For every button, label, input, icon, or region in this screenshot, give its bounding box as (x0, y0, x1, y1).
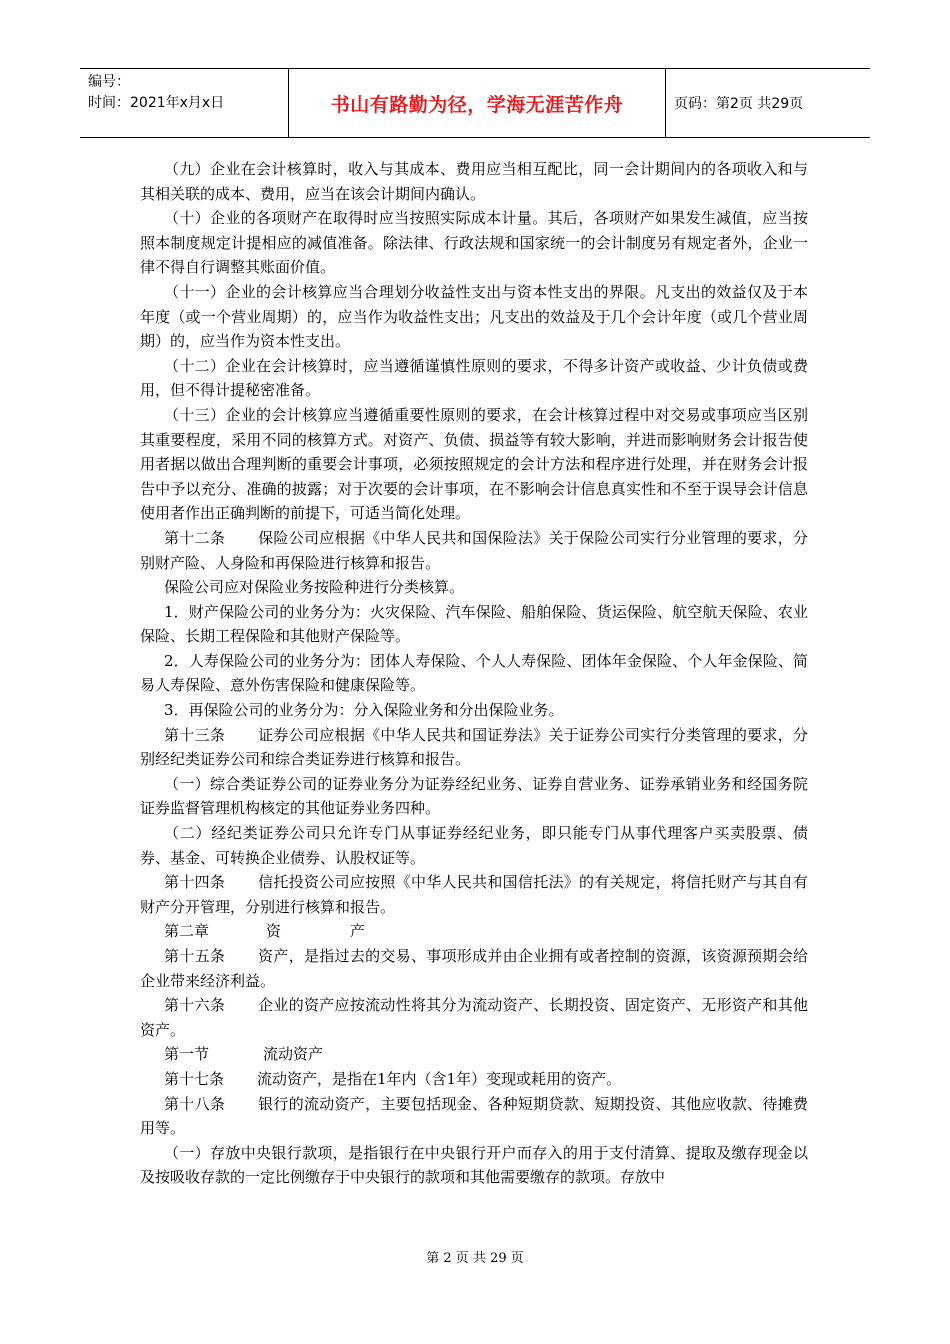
article-paragraph (140, 993, 808, 1042)
article-paragraph (140, 1067, 808, 1092)
paragraph: （十一）企业的会计核算应当合理划分收益性支出与资本性支出的界限。凡支出的效益仅及于本年度（或一个营业周期）的，应当作为收益性支出；凡支出的效益及于几个会计年度（或几个营业周期）的，应当作为资本性支出。 (140, 282, 808, 351)
article-number: 第十三条 (164, 725, 226, 744)
page-header (80, 68, 870, 138)
document-date-label: 时间：2021年x月x日 (88, 95, 225, 111)
header-meta (80, 69, 289, 137)
article-paragraph (140, 870, 808, 919)
chapter-number: 第二章 (164, 922, 210, 941)
article-text: 银行的流动资产，主要包括现金、各种短期贷款、短期投资、其他应收款、待摊费用等。 (140, 1094, 808, 1138)
article-paragraph (140, 1092, 808, 1141)
article-paragraph (140, 944, 808, 993)
article-text: 流动资产，是指在1年内（含1年）变现或耗用的资产。 (257, 1069, 622, 1088)
paragraph: （十）企业的各项财产在取得时应当按照实际成本计量。其后，各项财产如果发生减值，应当按照本制度规定计提相应的减值准备。除法律、行政法规和国家统一的会计制度另有规定者外，企业一律不得自行调整其账面价值。 (140, 209, 808, 277)
paragraph: 保险公司应对保险业务按险种进行分类核算。 (164, 578, 465, 597)
chapter-heading (140, 919, 808, 944)
article-number: 第十四条 (164, 873, 226, 892)
document-body (140, 157, 808, 1190)
paragraph: 2．人寿保险公司的业务分为：团体人寿保险、个人人寿保险、团体年金保险、个人年金保险、简易人寿保险、意外伤害保险和健康保险等。 (140, 651, 808, 695)
paragraph: （一）综合类证券公司的证券业务分为证券经纪业务、证券自营业务、证券承销业务和经国务院证券监督管理机构核定的其他证券业务四种。 (140, 774, 808, 818)
paragraph: 1．财产保险公司的业务分为：火灾保险、汽车保险、船舶保险、货运保险、航空航天保险、农业保险、长期工程保险和其他财产保险等。 (140, 602, 808, 646)
paragraph: （二）经纪类证券公司只允许专门从事证券经纪业务，即只能专门从事代理客户买卖股票、债券、基金、可转换企业债券、认股权证等。 (140, 824, 808, 867)
article-paragraph (140, 723, 808, 772)
header-page-label: 页码：第2页 共29页 (674, 96, 804, 112)
document-number-label: 编号： (88, 74, 130, 90)
page-footer: 第 2 页 共 29 页 (426, 1251, 524, 1266)
section-title: 流动资产 (263, 1045, 324, 1064)
header-motto: 书山有路勤为径，学海无涯苦作舟 (289, 69, 666, 137)
article-text: 企业的资产应按流动性将其分为流动资产、长期投资、固定资产、无形资产和其他资产。 (140, 996, 808, 1039)
article-text: 资产，是指过去的交易、事项形成并由企业拥有或者控制的资源，该资源预期会给企业带来经济利益。 (140, 947, 808, 990)
paragraph: （一）存放中央银行款项，是指银行在中央银行开户而存入的用于支付清算、提取及缴存现金以及按吸收存款的一定比例缴存于中央银行的款项和其他需要缴存的款项。存放中 (140, 1143, 808, 1187)
chapter-title-1: 资 (266, 922, 282, 941)
section-number: 第一节 (164, 1045, 210, 1064)
article-text: 信托投资公司应按照《中华人民共和国信托法》的有关规定，将信托财产与其自有财产分开管理，分别进行核算和报告。 (140, 873, 808, 916)
paragraph: （十二）企业在会计核算时，应当遵循谨慎性原则的要求，不得多计资产或收益、少计负债或费用，但不得计提秘密准备。 (140, 356, 808, 400)
paragraph: 3．再保险公司的业务分为：分入保险业务和分出保险业务。 (164, 701, 564, 720)
paragraph: （九）企业在会计核算时，收入与其成本、费用应当相互配比，同一会计期间内的各项收入和与其相关联的成本、费用，应当在该会计期间内确认。 (140, 160, 808, 203)
article-number: 第十七条 (164, 1069, 225, 1088)
section-heading (140, 1042, 808, 1067)
paragraph: （十三）企业的会计核算应当遵循重要性原则的要求，在会计核算过程中对交易或事项应当区别其重要程度，采用不同的核算方式。对资产、负债、损益等有较大影响，并进而影响财务会计报告使用者据以做出合理判断的重要会计事项，必须按照规定的会计方法和程序进行处理，并在财务会计报告中予以充分、准确的披露；对于次要的会计事项，在不影响会计信息真实性和不至于误导会计信息使用者作出正确判断的前提下，可适当简化处理。 (140, 405, 808, 523)
article-number: 第十二条 (164, 528, 226, 547)
article-number: 第十五条 (164, 947, 226, 965)
article-paragraph (140, 526, 808, 575)
article-number: 第十八条 (164, 1094, 226, 1113)
article-number: 第十六条 (164, 996, 226, 1015)
article-text: 证券公司应根据《中华人民共和国证券法》关于证券公司实行分类管理的要求，分别经纪类证券公司和综合类证券进行核算和报告。 (140, 725, 808, 769)
article-text: 保险公司应根据《中华人民共和国保险法》关于保险公司实行分业管理的要求，分别财产险、人身险和再保险进行核算和报告。 (140, 528, 808, 572)
chapter-title-2: 产 (350, 922, 366, 941)
